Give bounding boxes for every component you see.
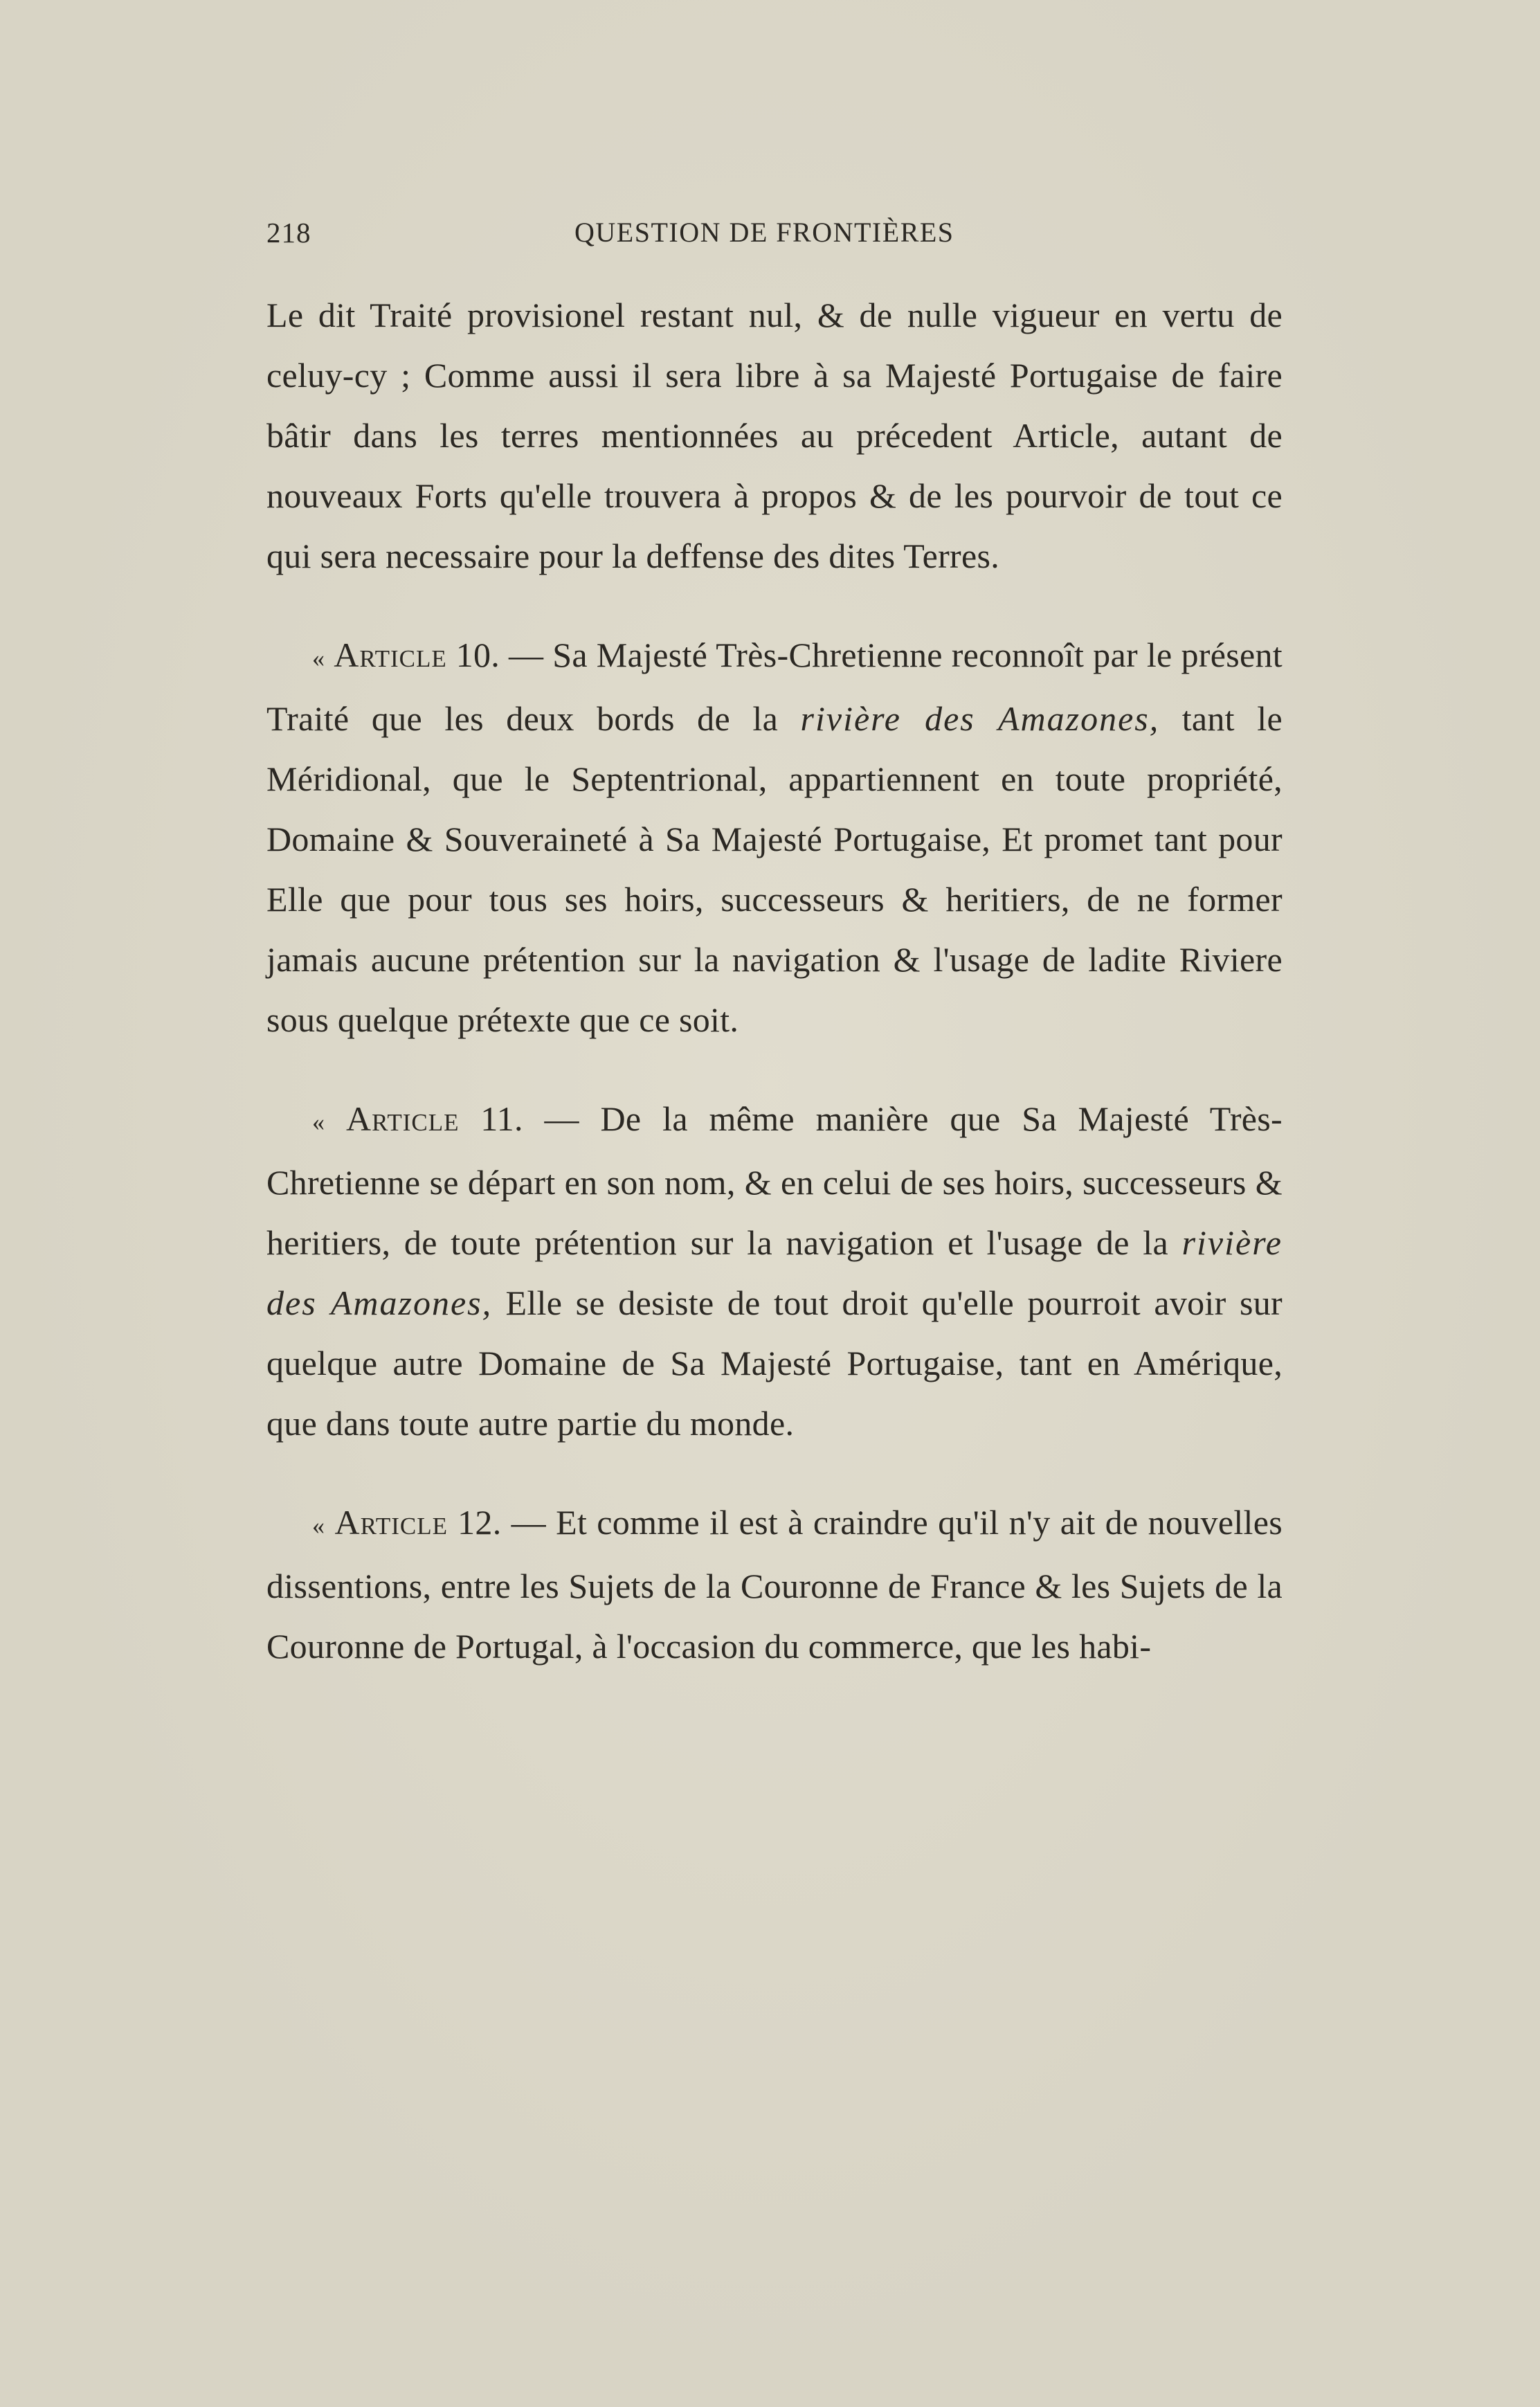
article-label: Article	[346, 1099, 460, 1138]
paragraph-article-12	[266, 1493, 1283, 1677]
italic-river-name: rivière des Amazones,	[800, 699, 1160, 738]
article-text-continued: tant le Méridional, que le Septentrional, appartiennent en toute propriété, Domaine & Souveraineté à Sa Majesté Portugaise, Et promet tant pour Elle que pour tous ses hoirs, successeurs & heritiers, de ne former jamais aucune prétention sur la navigation & l'usage de ladite Riviere sous quelque prétexte que ce soit.	[266, 699, 1283, 1039]
article-text-continued: Elle se desiste de tout droit qu'elle pourroit avoir sur quelque autre Domaine de Sa Majesté Portugaise, tant en Amérique, que dans toute autre partie du monde.	[266, 1283, 1283, 1443]
article-number: 11.	[480, 1099, 523, 1138]
running-title: QUESTION DE FRONTIÈRES	[574, 217, 954, 248]
article-text: — Et comme il est à craindre qu'il n'y ait de nouvelles dissentions, entre les Sujets de la Couronne de France & les Sujets de la Couronne de Portugal, à l'occasion du commerce, que les habi-	[266, 1503, 1283, 1666]
opening-quote: «	[312, 1512, 325, 1540]
article-label: Article	[334, 635, 447, 674]
paragraph-article-11	[266, 1089, 1283, 1454]
body-text	[266, 285, 1283, 1677]
page-number: 218	[266, 217, 311, 249]
running-head	[266, 216, 977, 258]
article-number: 12.	[458, 1503, 502, 1542]
paragraph-treaty-continuation: Le dit Traité provisionel restant nul, & de nulle vigueur en vertu de celuy-cy ; Comme aussi il sera libre à sa Majesté Portugaise de faire bâtir dans les terres mentionnées au précedent Article, autant de nouveaux Forts qu'elle trouvera à propos & de les pourvoir de tout ce qui sera necessaire pour la deffense des dites Terres.	[266, 296, 1283, 575]
article-text: — De la même manière que Sa Majesté Très-Chretienne se départ en son nom, & en celui de ses hoirs, successeurs & heritiers, de toute prétention sur la navigation et l'usage de la	[266, 1099, 1283, 1262]
opening-quote: «	[312, 1108, 325, 1136]
article-number: 10.	[455, 635, 500, 674]
italic-river-name: rivière des Amazones,	[266, 1223, 1283, 1322]
article-text: — Sa Majesté Très-Chretienne reconnoît par le présent Traité que les deux bords de la	[266, 635, 1283, 738]
article-label: Article	[334, 1503, 448, 1542]
opening-quote: «	[312, 644, 325, 672]
paragraph-article-10	[266, 625, 1283, 1050]
